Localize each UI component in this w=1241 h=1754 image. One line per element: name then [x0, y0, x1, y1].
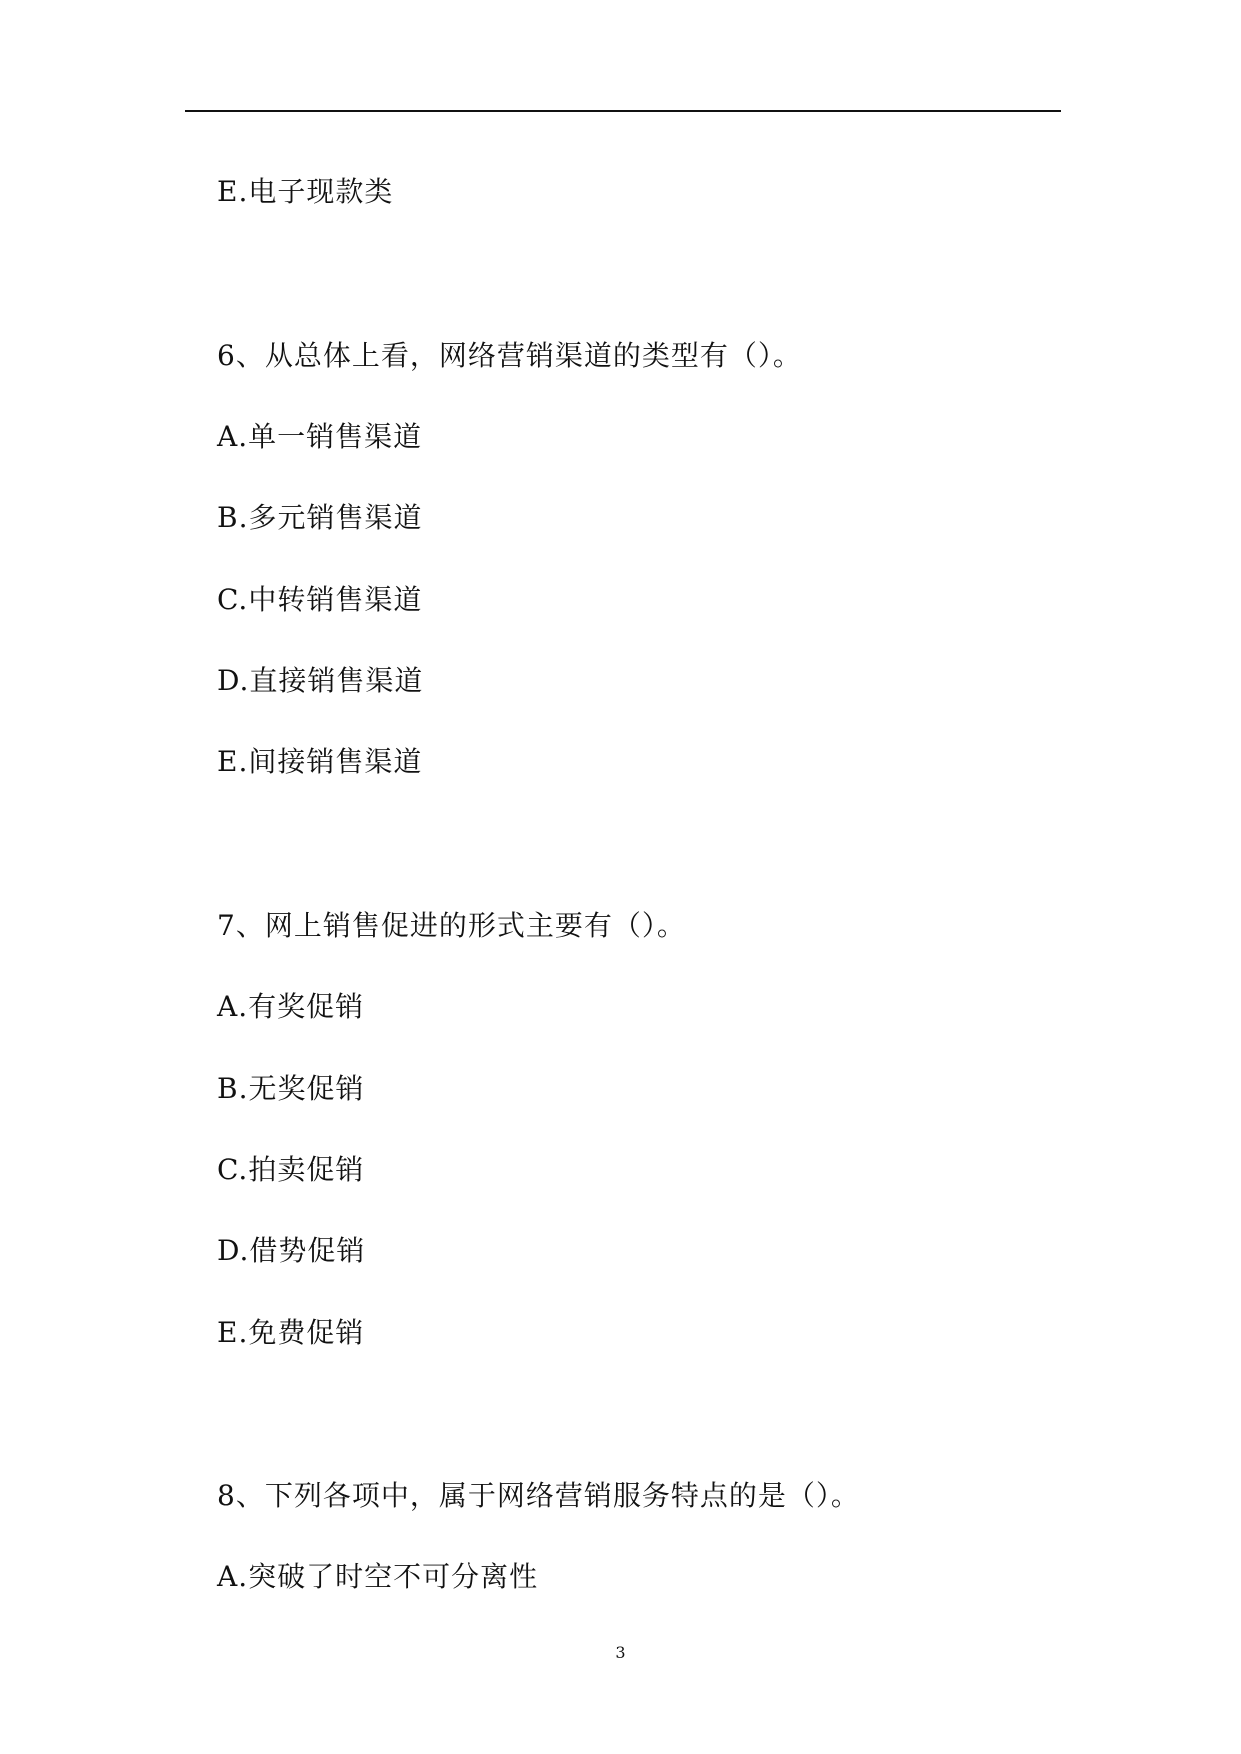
- question-6-option-a: A.单一销售渠道: [217, 420, 423, 453]
- question-7-option-b: B.无奖促销: [217, 1072, 365, 1105]
- question-7-stem: 7、网上销售促进的形式主要有（）。: [217, 909, 686, 942]
- question-6-option-d: D.直接销售渠道: [217, 664, 424, 697]
- question-8-stem: 8、下列各项中，属于网络营销服务特点的是（）。: [217, 1479, 860, 1512]
- question-6-stem: 6、从总体上看，网络营销渠道的类型有（）。: [217, 339, 802, 372]
- question-6-option-b: B.多元销售渠道: [217, 501, 423, 534]
- question-7-option-d: D.借势促销: [217, 1234, 366, 1267]
- question-7-option-c: C.拍卖促销: [217, 1153, 365, 1186]
- question-6-option-c: C.中转销售渠道: [217, 583, 423, 616]
- page-number: 3: [615, 1643, 626, 1662]
- question-8-option-a: A.突破了时空不可分离性: [217, 1560, 539, 1593]
- question-7-option-a: A.有奖促销: [217, 990, 365, 1023]
- question-6-option-e: E.间接销售渠道: [217, 745, 423, 778]
- option-prev-e: E.电子现款类: [217, 175, 394, 208]
- question-7-option-e: E.免费促销: [217, 1316, 365, 1349]
- header-rule: [185, 110, 1061, 112]
